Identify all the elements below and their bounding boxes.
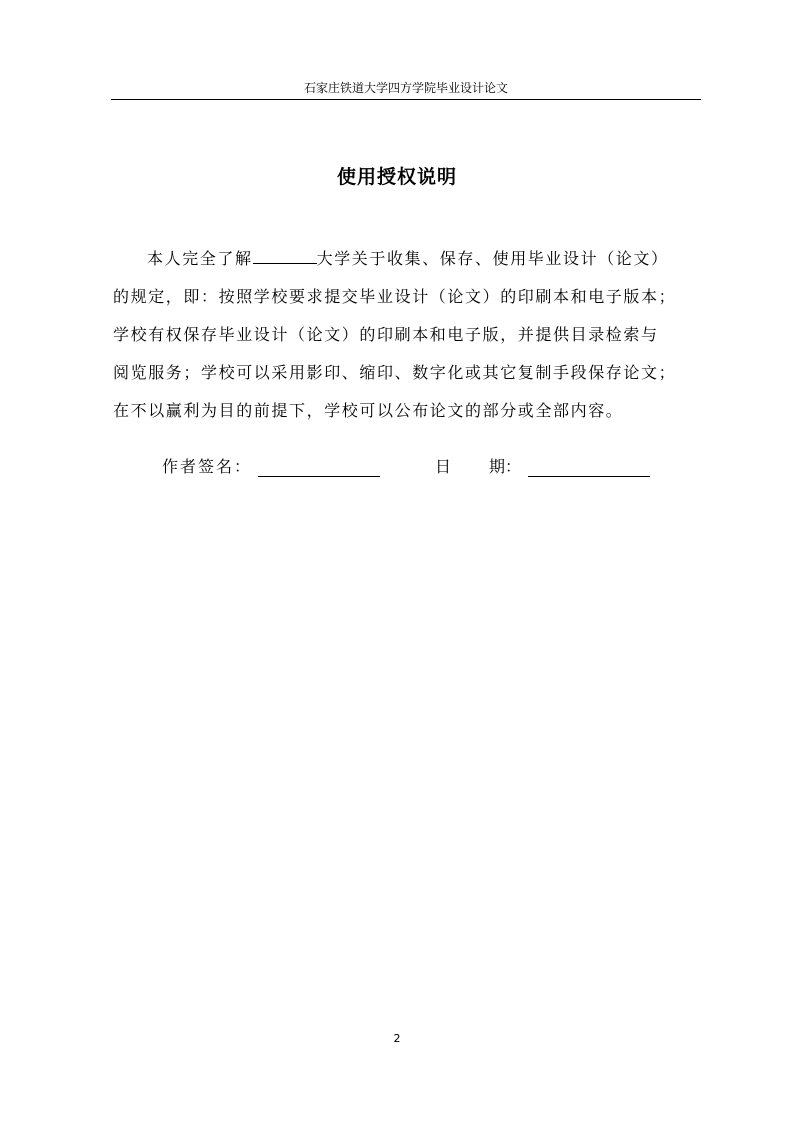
statement-line-2: 的规定，即：按照学校要求提交毕业设计（论文）的印刷本和电子版本； — [113, 287, 677, 306]
author-signature-field[interactable] — [258, 476, 380, 477]
statement-line-1-start: 本人完全了解 — [147, 249, 253, 268]
university-name-blank — [253, 249, 317, 264]
author-signature-label: 作者签名： — [162, 457, 253, 476]
date-label-part-2: 期： — [489, 457, 522, 476]
statement-line-3: 学校有权保存毕业设计（论文）的印刷本和电子版，并提供目录检索与 — [113, 325, 659, 344]
page-title: 使用授权说明 — [336, 166, 457, 188]
statement-line-1-end: 大学关于收集、保存、使用毕业设计（论文） — [316, 249, 669, 268]
date-label-part-1: 日 — [435, 457, 452, 476]
page-number: 2 — [393, 1032, 401, 1045]
date-field[interactable] — [528, 476, 650, 477]
signature-row — [162, 452, 682, 484]
header-divider — [111, 99, 701, 100]
authorization-statement — [113, 240, 701, 430]
statement-line-4: 阅览服务；学校可以采用影印、缩印、数字化或其它复制手段保存论文； — [113, 363, 677, 382]
statement-line-5: 在不以赢利为目的前提下，学校可以公布论文的部分或全部内容。 — [113, 401, 624, 420]
running-header: 石家庄铁道大学四方学院毕业设计论文 — [303, 81, 508, 95]
statement-line-1 — [113, 240, 701, 278]
